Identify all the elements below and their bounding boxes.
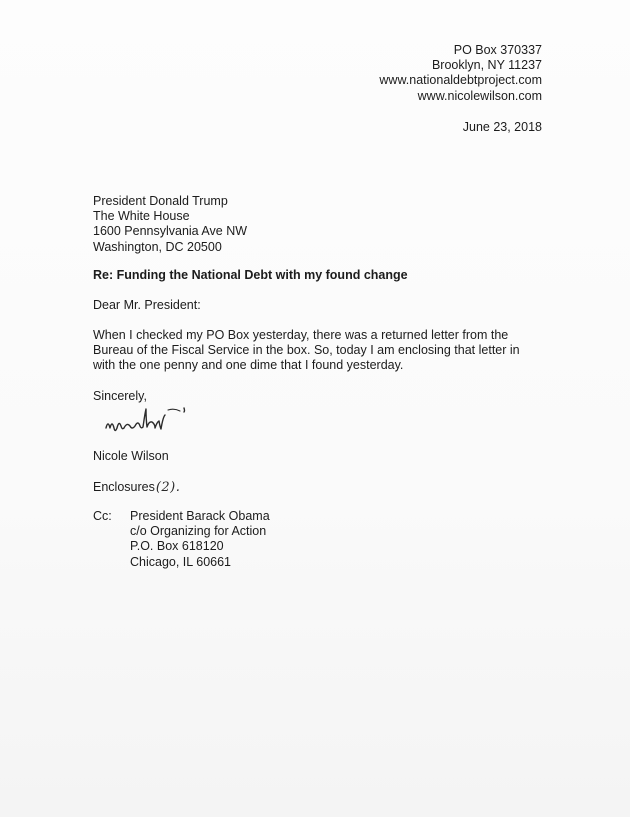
body-line: When I checked my PO Box yesterday, there was a returned letter from the bbox=[93, 328, 509, 342]
signer-name: Nicole Wilson bbox=[93, 449, 169, 463]
body-line: with the one penny and one dime that I found yesterday. bbox=[93, 358, 404, 373]
cc-name: President Barack Obama bbox=[130, 509, 270, 523]
enclosures-handwritten-count: (2). bbox=[155, 480, 181, 495]
subject-line: Re: Funding the National Debt with my found change bbox=[93, 268, 408, 282]
recipient-address bbox=[93, 194, 247, 255]
letter-date: June 23, 2018 bbox=[462, 120, 542, 134]
salutation: Dear Mr. President: bbox=[93, 298, 201, 312]
cc-address bbox=[130, 509, 270, 570]
enclosures-label: Enclosures bbox=[93, 480, 155, 494]
recipient-line-2: 1600 Pennsylvania Ave NW bbox=[93, 224, 248, 239]
cc-label: Cc: bbox=[93, 509, 112, 523]
sender-address bbox=[379, 43, 542, 104]
sender-website-2: www.nicolewilson.com bbox=[417, 88, 542, 103]
cc-line-1: c/o Organizing for Action bbox=[130, 524, 267, 539]
recipient-name: President Donald Trump bbox=[93, 194, 228, 208]
recipient-line-1: The White House bbox=[93, 209, 190, 224]
sender-po-box: PO Box 370337 bbox=[453, 43, 542, 57]
handwritten-signature bbox=[102, 404, 232, 440]
body-line: Bureau of the Fiscal Service in the box. So, today I am enclosing that letter in bbox=[93, 343, 520, 358]
enclosures-line bbox=[93, 480, 180, 495]
recipient-line-3: Washington, DC 20500 bbox=[93, 239, 222, 254]
cc-line-3: Chicago, IL 60661 bbox=[130, 554, 232, 569]
cc-line-2: P.O. Box 618120 bbox=[130, 539, 224, 554]
closing: Sincerely, bbox=[93, 389, 147, 403]
letter-body bbox=[93, 328, 533, 374]
sender-city: Brooklyn, NY 11237 bbox=[431, 58, 542, 73]
sender-website-1: www.nationaldebtproject.com bbox=[379, 73, 542, 88]
